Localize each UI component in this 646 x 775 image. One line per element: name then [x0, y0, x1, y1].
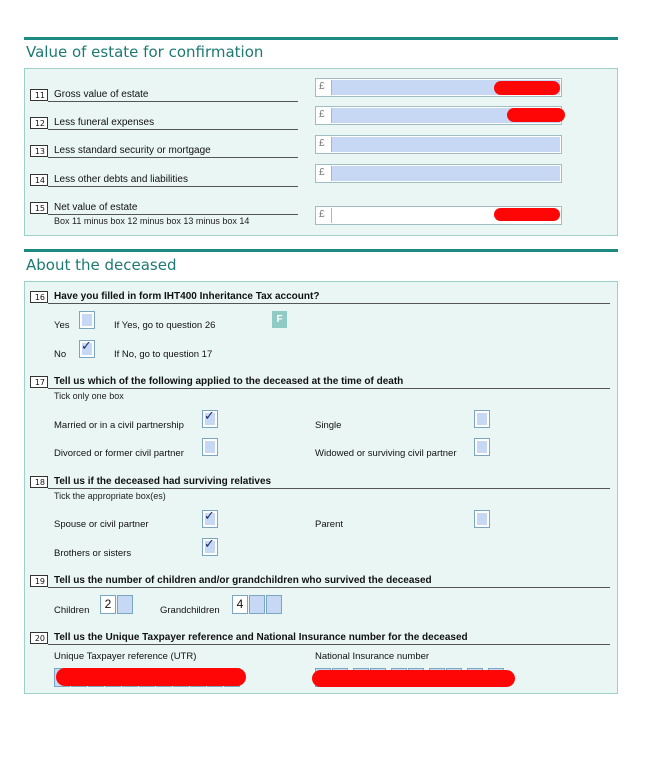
- no-label: No: [54, 349, 67, 360]
- question-label: Gross value of estate: [54, 89, 149, 100]
- single-checkbox[interactable]: [474, 410, 490, 428]
- yes-label: Yes: [54, 320, 70, 331]
- redaction: [312, 670, 515, 687]
- question-label: Tell us if the deceased had surviving relatives: [54, 476, 272, 487]
- option-label: Brothers or sisters: [54, 548, 132, 559]
- question-number: 14: [30, 174, 48, 186]
- children-digit-field[interactable]: 2: [100, 595, 116, 614]
- divider: [48, 303, 610, 304]
- pound-sign: £: [319, 167, 325, 178]
- divider: [48, 186, 298, 187]
- q16-no-checkbox[interactable]: [79, 340, 95, 358]
- section-rule: [24, 37, 618, 40]
- question-number: 11: [30, 89, 48, 101]
- married-checkbox[interactable]: [202, 410, 218, 428]
- question-label: Less other debts and liabilities: [54, 174, 188, 185]
- redaction: [56, 668, 246, 686]
- option-label: Married or in a civil partnership: [54, 420, 184, 431]
- option-label: Parent: [315, 519, 343, 530]
- question-label: Have you filled in form IHT400 Inheritance Tax account?: [54, 291, 320, 302]
- question-label: Tell us the Unique Taxpayer reference and National Insurance number for the deceased: [54, 632, 468, 643]
- grandchildren-digit-field[interactable]: [249, 595, 265, 614]
- divider: [48, 388, 610, 389]
- question-hint: Tick only one box: [54, 391, 124, 401]
- redaction: [507, 108, 565, 122]
- pound-sign: £: [319, 138, 325, 149]
- q16-yes-checkbox[interactable]: [79, 311, 95, 329]
- grandchildren-digit-field[interactable]: 4: [232, 595, 248, 614]
- divider: [48, 644, 610, 645]
- other-debts-field[interactable]: [315, 164, 562, 183]
- divider: [48, 101, 298, 102]
- question-number: 19: [30, 575, 48, 587]
- question-label: Net value of estate: [54, 202, 138, 213]
- children-digit-field[interactable]: [117, 595, 133, 614]
- redaction: [494, 208, 560, 221]
- tick-icon: ✓: [81, 339, 92, 354]
- question-number: 20: [30, 632, 48, 644]
- redaction: [494, 81, 560, 95]
- tick-icon: ✓: [204, 409, 215, 424]
- widowed-checkbox[interactable]: [474, 438, 490, 456]
- yes-note: If Yes, go to question 26: [114, 320, 216, 331]
- question-number: 18: [30, 476, 48, 488]
- tick-icon: ✓: [204, 537, 215, 552]
- utr-label: Unique Taxpayer reference (UTR): [54, 651, 197, 662]
- question-number: 12: [30, 117, 48, 129]
- parent-checkbox[interactable]: [474, 510, 490, 528]
- spouse-checkbox[interactable]: [202, 510, 218, 528]
- option-label: Divorced or former civil partner: [54, 448, 184, 459]
- question-note: Box 11 minus box 12 minus box 13 minus box 14: [54, 216, 250, 226]
- question-number: 13: [30, 145, 48, 157]
- children-label: Children: [54, 605, 90, 616]
- divorced-checkbox[interactable]: [202, 438, 218, 456]
- question-label: Tell us which of the following applied to the deceased at the time of death: [54, 376, 404, 387]
- section-rule: [24, 249, 618, 252]
- question-label: Less standard security or mortgage: [54, 145, 211, 156]
- question-number: 15: [30, 202, 48, 214]
- grandchildren-digit-field[interactable]: [266, 595, 282, 614]
- no-note: If No, go to question 17: [114, 349, 213, 360]
- divider: [48, 488, 610, 489]
- security-mortgage-field[interactable]: [315, 135, 562, 154]
- divider: [48, 129, 298, 130]
- siblings-checkbox[interactable]: [202, 538, 218, 556]
- pound-sign: £: [319, 209, 325, 220]
- option-label: Single: [315, 420, 342, 431]
- divider: [48, 157, 298, 158]
- grandchildren-label: Grandchildren: [160, 605, 220, 616]
- divider: [48, 587, 610, 588]
- divider: [48, 214, 298, 215]
- section-title-deceased: About the deceased: [26, 256, 177, 274]
- question-hint: Tick the appropriate box(es): [54, 491, 166, 501]
- question-number: 16: [30, 291, 48, 303]
- pound-sign: £: [319, 81, 325, 92]
- tick-icon: ✓: [204, 509, 215, 524]
- question-label: Less funeral expenses: [54, 117, 155, 128]
- pound-sign: £: [319, 109, 325, 120]
- nino-label: National Insurance number: [315, 651, 430, 662]
- section-title-estate: Value of estate for confirmation: [26, 43, 264, 61]
- f-badge-icon: F: [272, 311, 287, 328]
- question-label: Tell us the number of children and/or grandchildren who survived the deceased: [54, 575, 432, 586]
- option-label: Widowed or surviving civil partner: [315, 448, 457, 459]
- question-number: 17: [30, 376, 48, 388]
- option-label: Spouse or civil partner: [54, 519, 149, 530]
